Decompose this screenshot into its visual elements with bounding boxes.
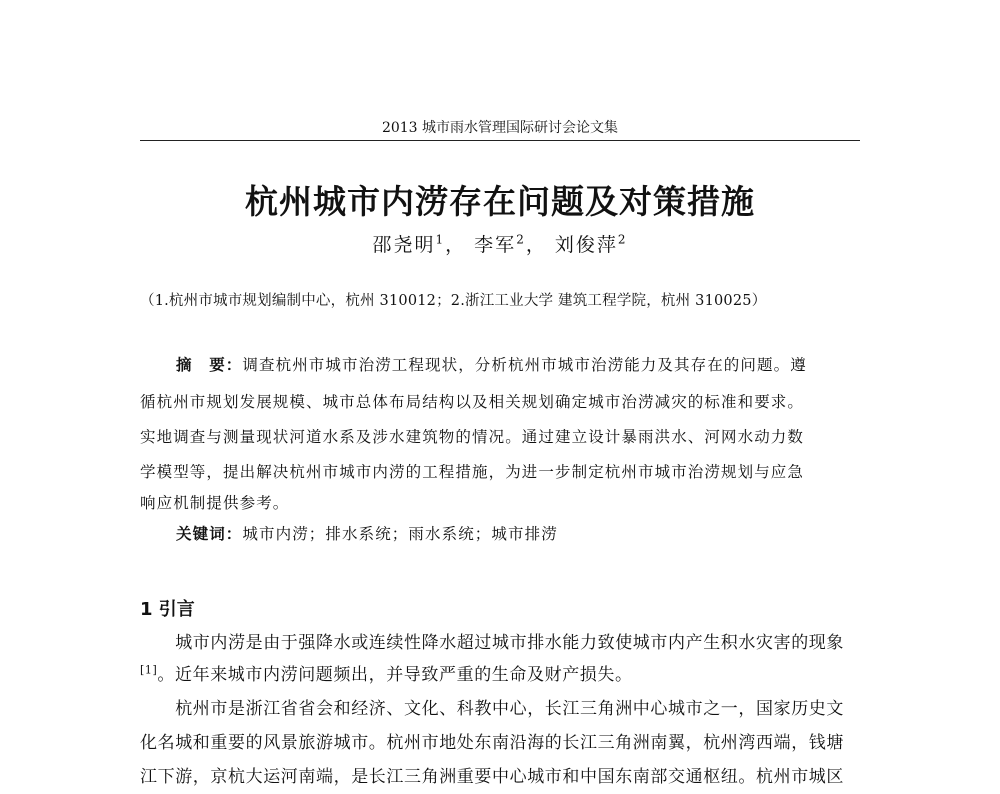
body-line: 城市内涝是由于强降水或连续性降水超过城市排水能力致使城市内产生积水灾害的现象 bbox=[140, 633, 844, 653]
keywords-label: 关键词： bbox=[176, 525, 243, 543]
section-heading: 1 引言 bbox=[140, 599, 195, 620]
running-header: 2013 城市雨水管理国际研讨会论文集 bbox=[381, 120, 619, 136]
citation: [1] bbox=[140, 663, 158, 677]
author-affil: 2 bbox=[617, 232, 628, 247]
authors: 邵尧明$^1$， 李军$^2$， 刘俊萍$^2$ bbox=[372, 232, 628, 256]
body-text: 。近年来城市内涝问题频出，并导致严重的生命及财产损失。 bbox=[157, 665, 633, 685]
author-affil: 2 bbox=[516, 232, 526, 247]
abstract-line: 实地调查与测量现状河道水系及涉水建筑物的情况。通过建立设计暴雨洪水、河网水动力数 bbox=[140, 428, 805, 446]
body-line bbox=[140, 660, 862, 685]
abstract-line: 循杭州市规划发展规模、城市总体布局结构以及相关规划确定城市治涝减灾的标准和要求。 bbox=[140, 393, 805, 411]
affiliation: （1.杭州市城市规划编制中心，杭州 310012；2.浙江工业大学 建筑工程学院，杭州 310025） bbox=[140, 293, 767, 309]
author: 邵尧明 bbox=[372, 234, 436, 256]
abstract-line: 响应机制提供参考。 bbox=[140, 494, 290, 512]
abstract-line bbox=[176, 353, 862, 375]
keywords bbox=[176, 522, 898, 544]
abstract-line: 学模型等，提出解决杭州市城市内涝的工程措施，为进一步制定杭州市城市治涝规划与应急 bbox=[140, 463, 805, 481]
body-line: 江下游，京杭大运河南端，是长江三角洲重要中心城市和中国东南部交通枢纽。杭州市城区 bbox=[140, 767, 844, 787]
body-line: 化名城和重要的风景旅游城市。杭州市地处东南沿海的长江三角洲南翼，杭州湾西端，钱塘 bbox=[140, 733, 844, 753]
body-line: 杭州市是浙江省省会和经济、文化、科教中心，长江三角洲中心城市之一，国家历史文 bbox=[140, 699, 844, 719]
header-rule bbox=[140, 140, 860, 141]
abstract-text: 调查杭州市城市治涝工程现状，分析杭州市城市治涝能力及其存在的问题。遵 bbox=[242, 356, 807, 374]
author: 刘俊萍 bbox=[554, 234, 618, 256]
author-affil: 1 bbox=[435, 232, 446, 247]
abstract-label: 摘 要： bbox=[176, 356, 243, 374]
keywords-text: 城市内涝；排水系统；雨水系统；城市排涝 bbox=[242, 525, 558, 543]
paper-title: 杭州城市内涝存在问题及对策措施 bbox=[245, 182, 755, 221]
author: 李军 bbox=[474, 234, 517, 256]
